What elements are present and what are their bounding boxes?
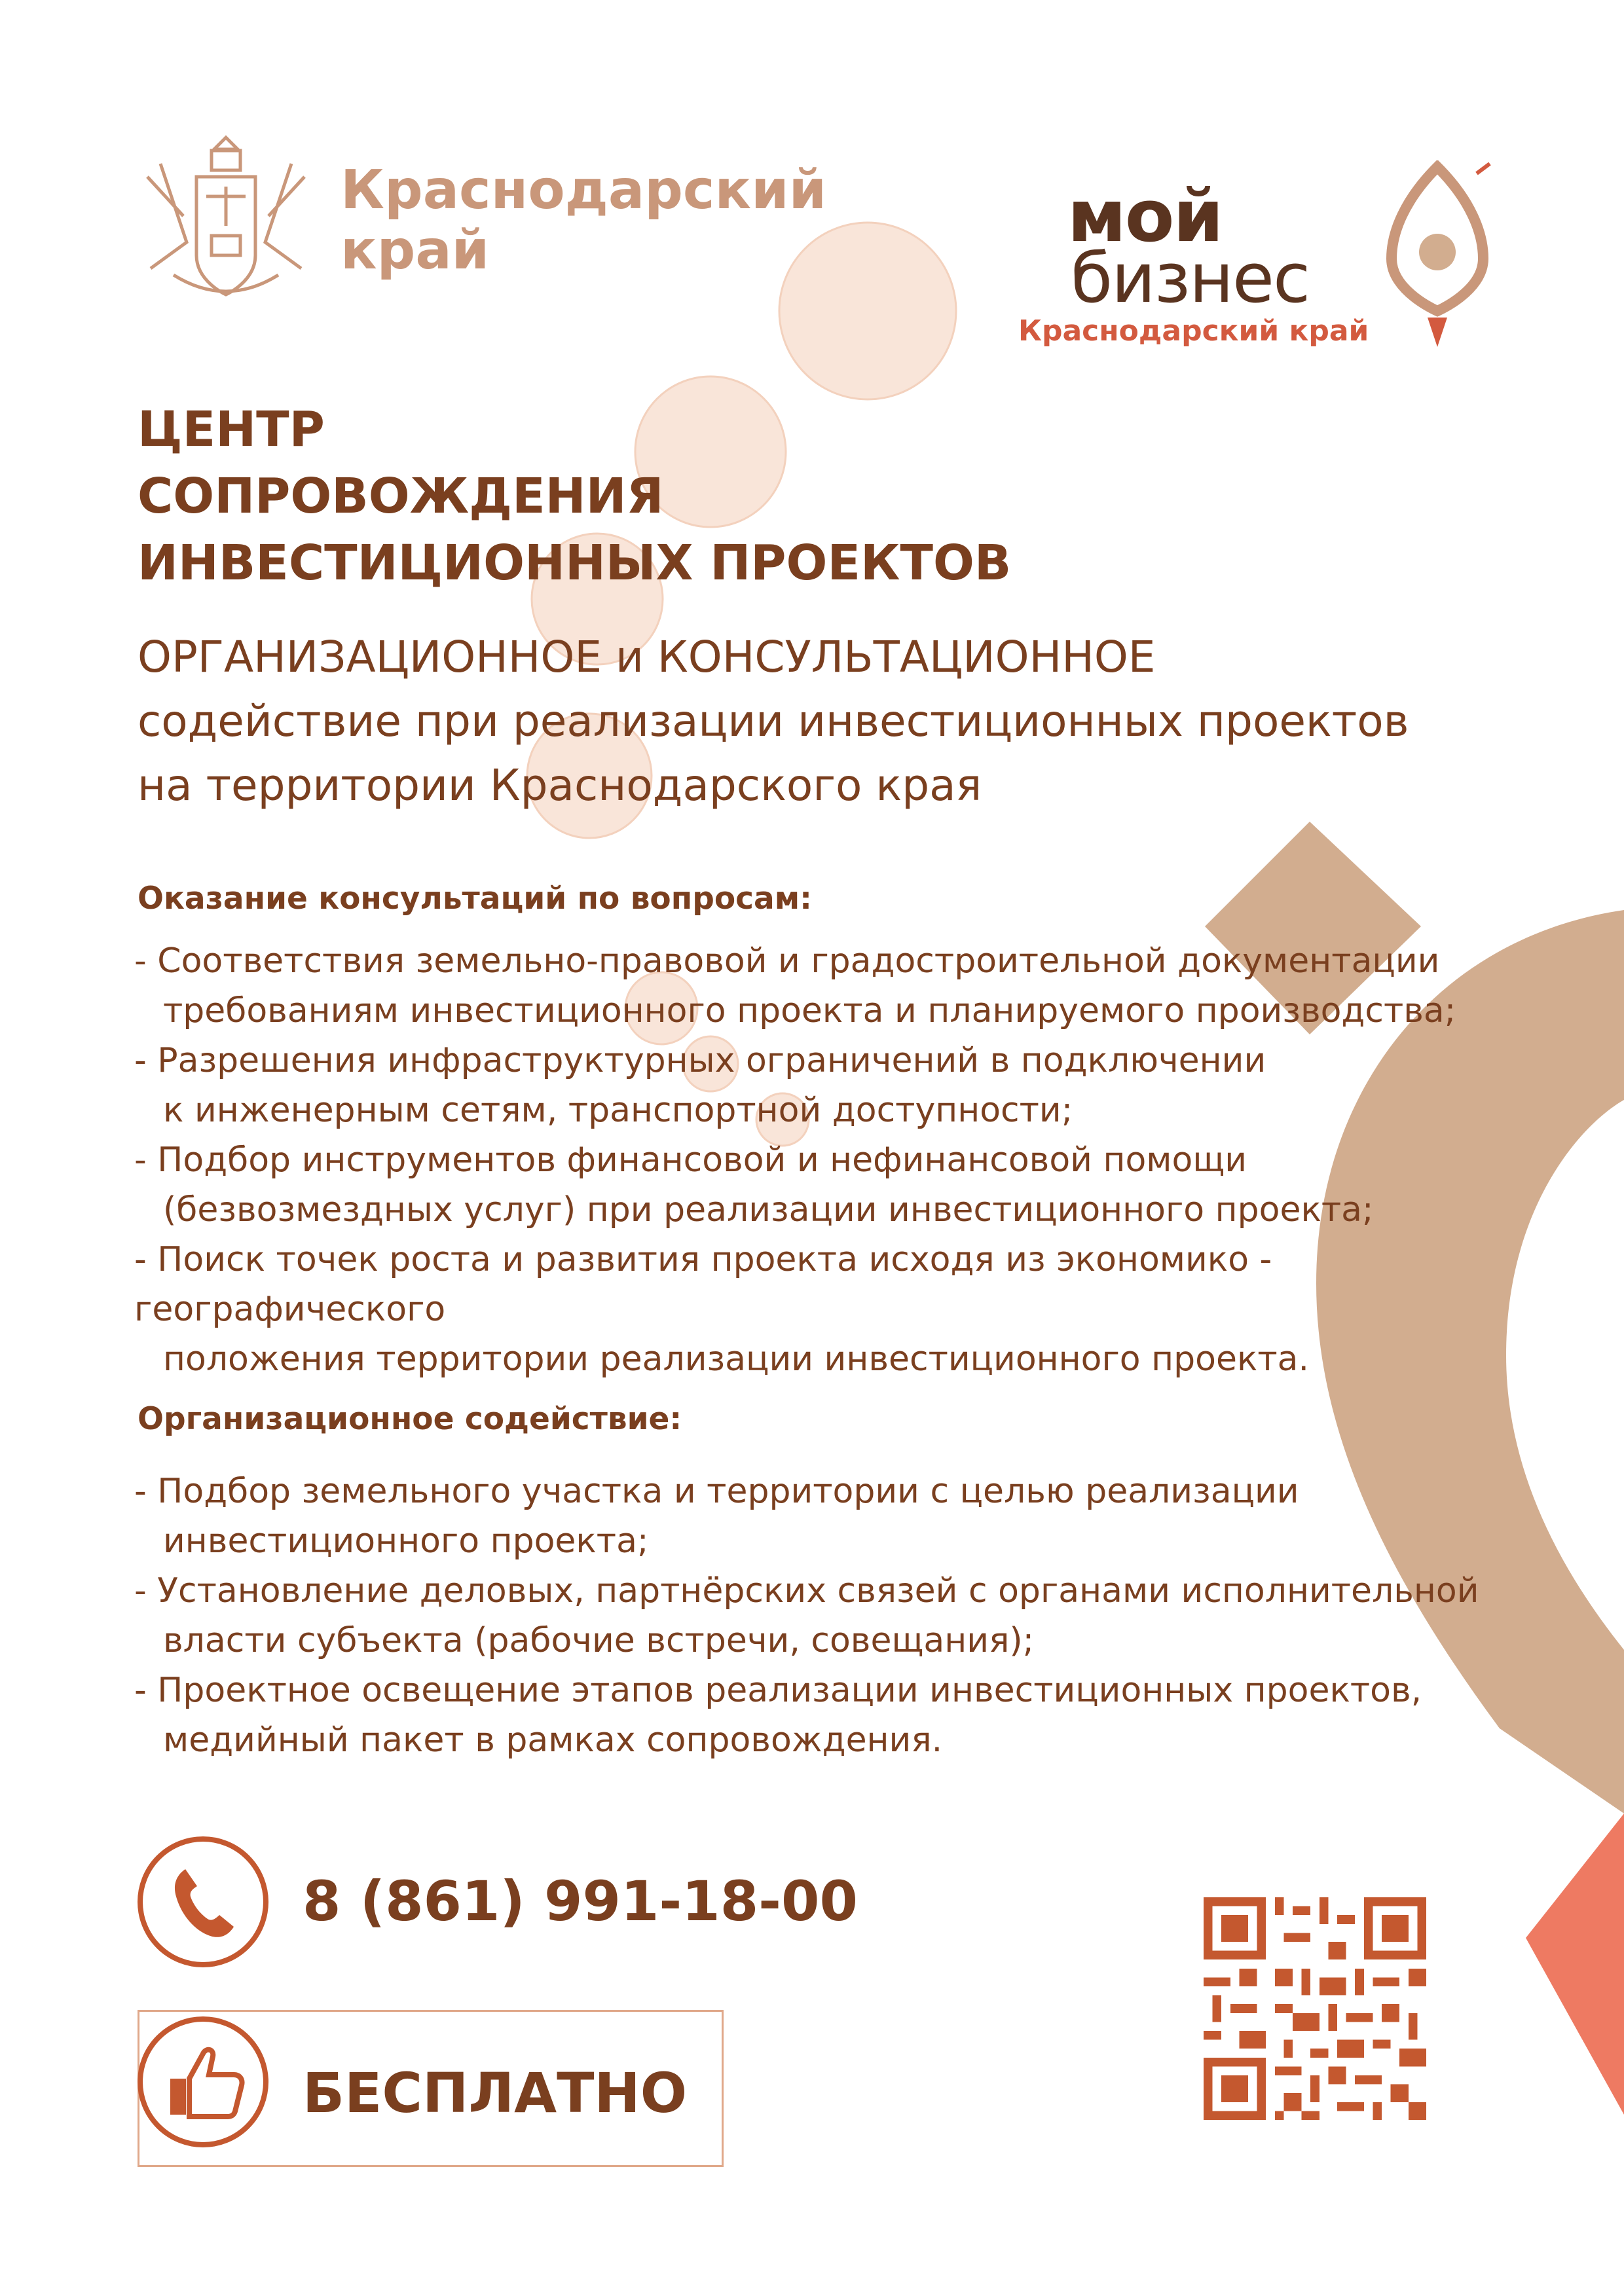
list-item-line1: - Соответствия земельно-правовой и градостроительной документации bbox=[134, 941, 1440, 981]
list-item bbox=[134, 1235, 1542, 1384]
region-name-line2: край bbox=[341, 219, 490, 282]
brand-logo-moi: мой bbox=[1067, 174, 1223, 258]
list-item-line2: положения территории реализации инвестиционного проекта. bbox=[163, 1339, 1310, 1379]
list-item-line1: - Разрешения инфраструктурных ограничений в подключении bbox=[134, 1041, 1266, 1080]
list-item bbox=[134, 1467, 1542, 1566]
free-label: БЕСПЛАТНО bbox=[303, 2061, 688, 2125]
list-item-line1: - Подбор инструментов финансовой и нефинансовой помощи bbox=[134, 1140, 1247, 1180]
list-item-line2: власти субъекта (рабочие встречи, совещания); bbox=[163, 1621, 1035, 1660]
krasnodar-coat-of-arms-logo bbox=[134, 124, 318, 321]
title-line3: ИНВЕСТИЦИОННЫХ ПРОЕКТОВ bbox=[138, 535, 1012, 591]
list-item-line2: (безвозмездных услуг) при реализации инвестиционного проекта; bbox=[163, 1190, 1374, 1230]
org-list bbox=[134, 1467, 1542, 1765]
list-item bbox=[134, 1666, 1542, 1765]
region-name-line1: Краснодарский bbox=[341, 159, 827, 221]
qr-code[interactable] bbox=[1204, 1897, 1426, 2120]
title-line2: СОПРОВОЖДЕНИЯ bbox=[138, 468, 664, 524]
subtitle-line2: содействие при реализации инвестиционных проектов bbox=[138, 696, 1409, 746]
brand-logo-biznes: бизнес bbox=[1071, 238, 1310, 318]
list-item-line2: требованиям инвестиционного проекта и планируемого производства; bbox=[163, 991, 1456, 1030]
decorative-coral-triangle bbox=[1526, 1813, 1624, 2115]
brand-logo-region: Краснодарский край bbox=[1018, 314, 1369, 348]
list-item-line1: - Проектное освещение этапов реализации инвестиционных проектов, bbox=[134, 1671, 1422, 1710]
list-item bbox=[134, 1566, 1542, 1666]
list-item-line2: медийный пакет в рамках сопровождения. bbox=[163, 1721, 943, 1760]
phone-icon bbox=[134, 1833, 272, 1971]
rocket-pin-icon bbox=[1378, 160, 1496, 350]
phone-number[interactable]: 8 (861) 991-18-00 bbox=[303, 1869, 858, 1933]
list-item bbox=[134, 1135, 1542, 1235]
page-title bbox=[138, 396, 1011, 596]
page-subtitle bbox=[138, 625, 1513, 818]
list-item-line1: - Поиск точек роста и развития проекта исходя из экономико - географического bbox=[134, 1240, 1272, 1329]
list-item-line1: - Подбор земельного участка и территории с целью реализации bbox=[134, 1472, 1299, 1511]
list-item-line1: - Установление деловых, партнёрских связей с органами исполнительной bbox=[134, 1571, 1479, 1611]
list-item bbox=[134, 1036, 1542, 1135]
list-item bbox=[134, 936, 1542, 1036]
subtitle-line1: ОРГАНИЗАЦИОННОЕ и КОНСУЛЬТАЦИОННОЕ bbox=[138, 632, 1156, 682]
region-name bbox=[341, 160, 826, 281]
consult-list bbox=[134, 936, 1542, 1384]
list-item-line2: к инженерным сетям, транспортной доступности; bbox=[163, 1091, 1073, 1130]
title-line1: ЦЕНТР bbox=[138, 401, 325, 458]
org-heading: Организационное содействие: bbox=[138, 1401, 682, 1437]
thumbs-up-icon bbox=[134, 2013, 272, 2151]
consult-heading: Оказание консультаций по вопросам: bbox=[138, 881, 812, 917]
list-item-line2: инвестиционного проекта; bbox=[163, 1522, 649, 1561]
subtitle-line3: на территории Краснодарского края bbox=[138, 760, 982, 811]
